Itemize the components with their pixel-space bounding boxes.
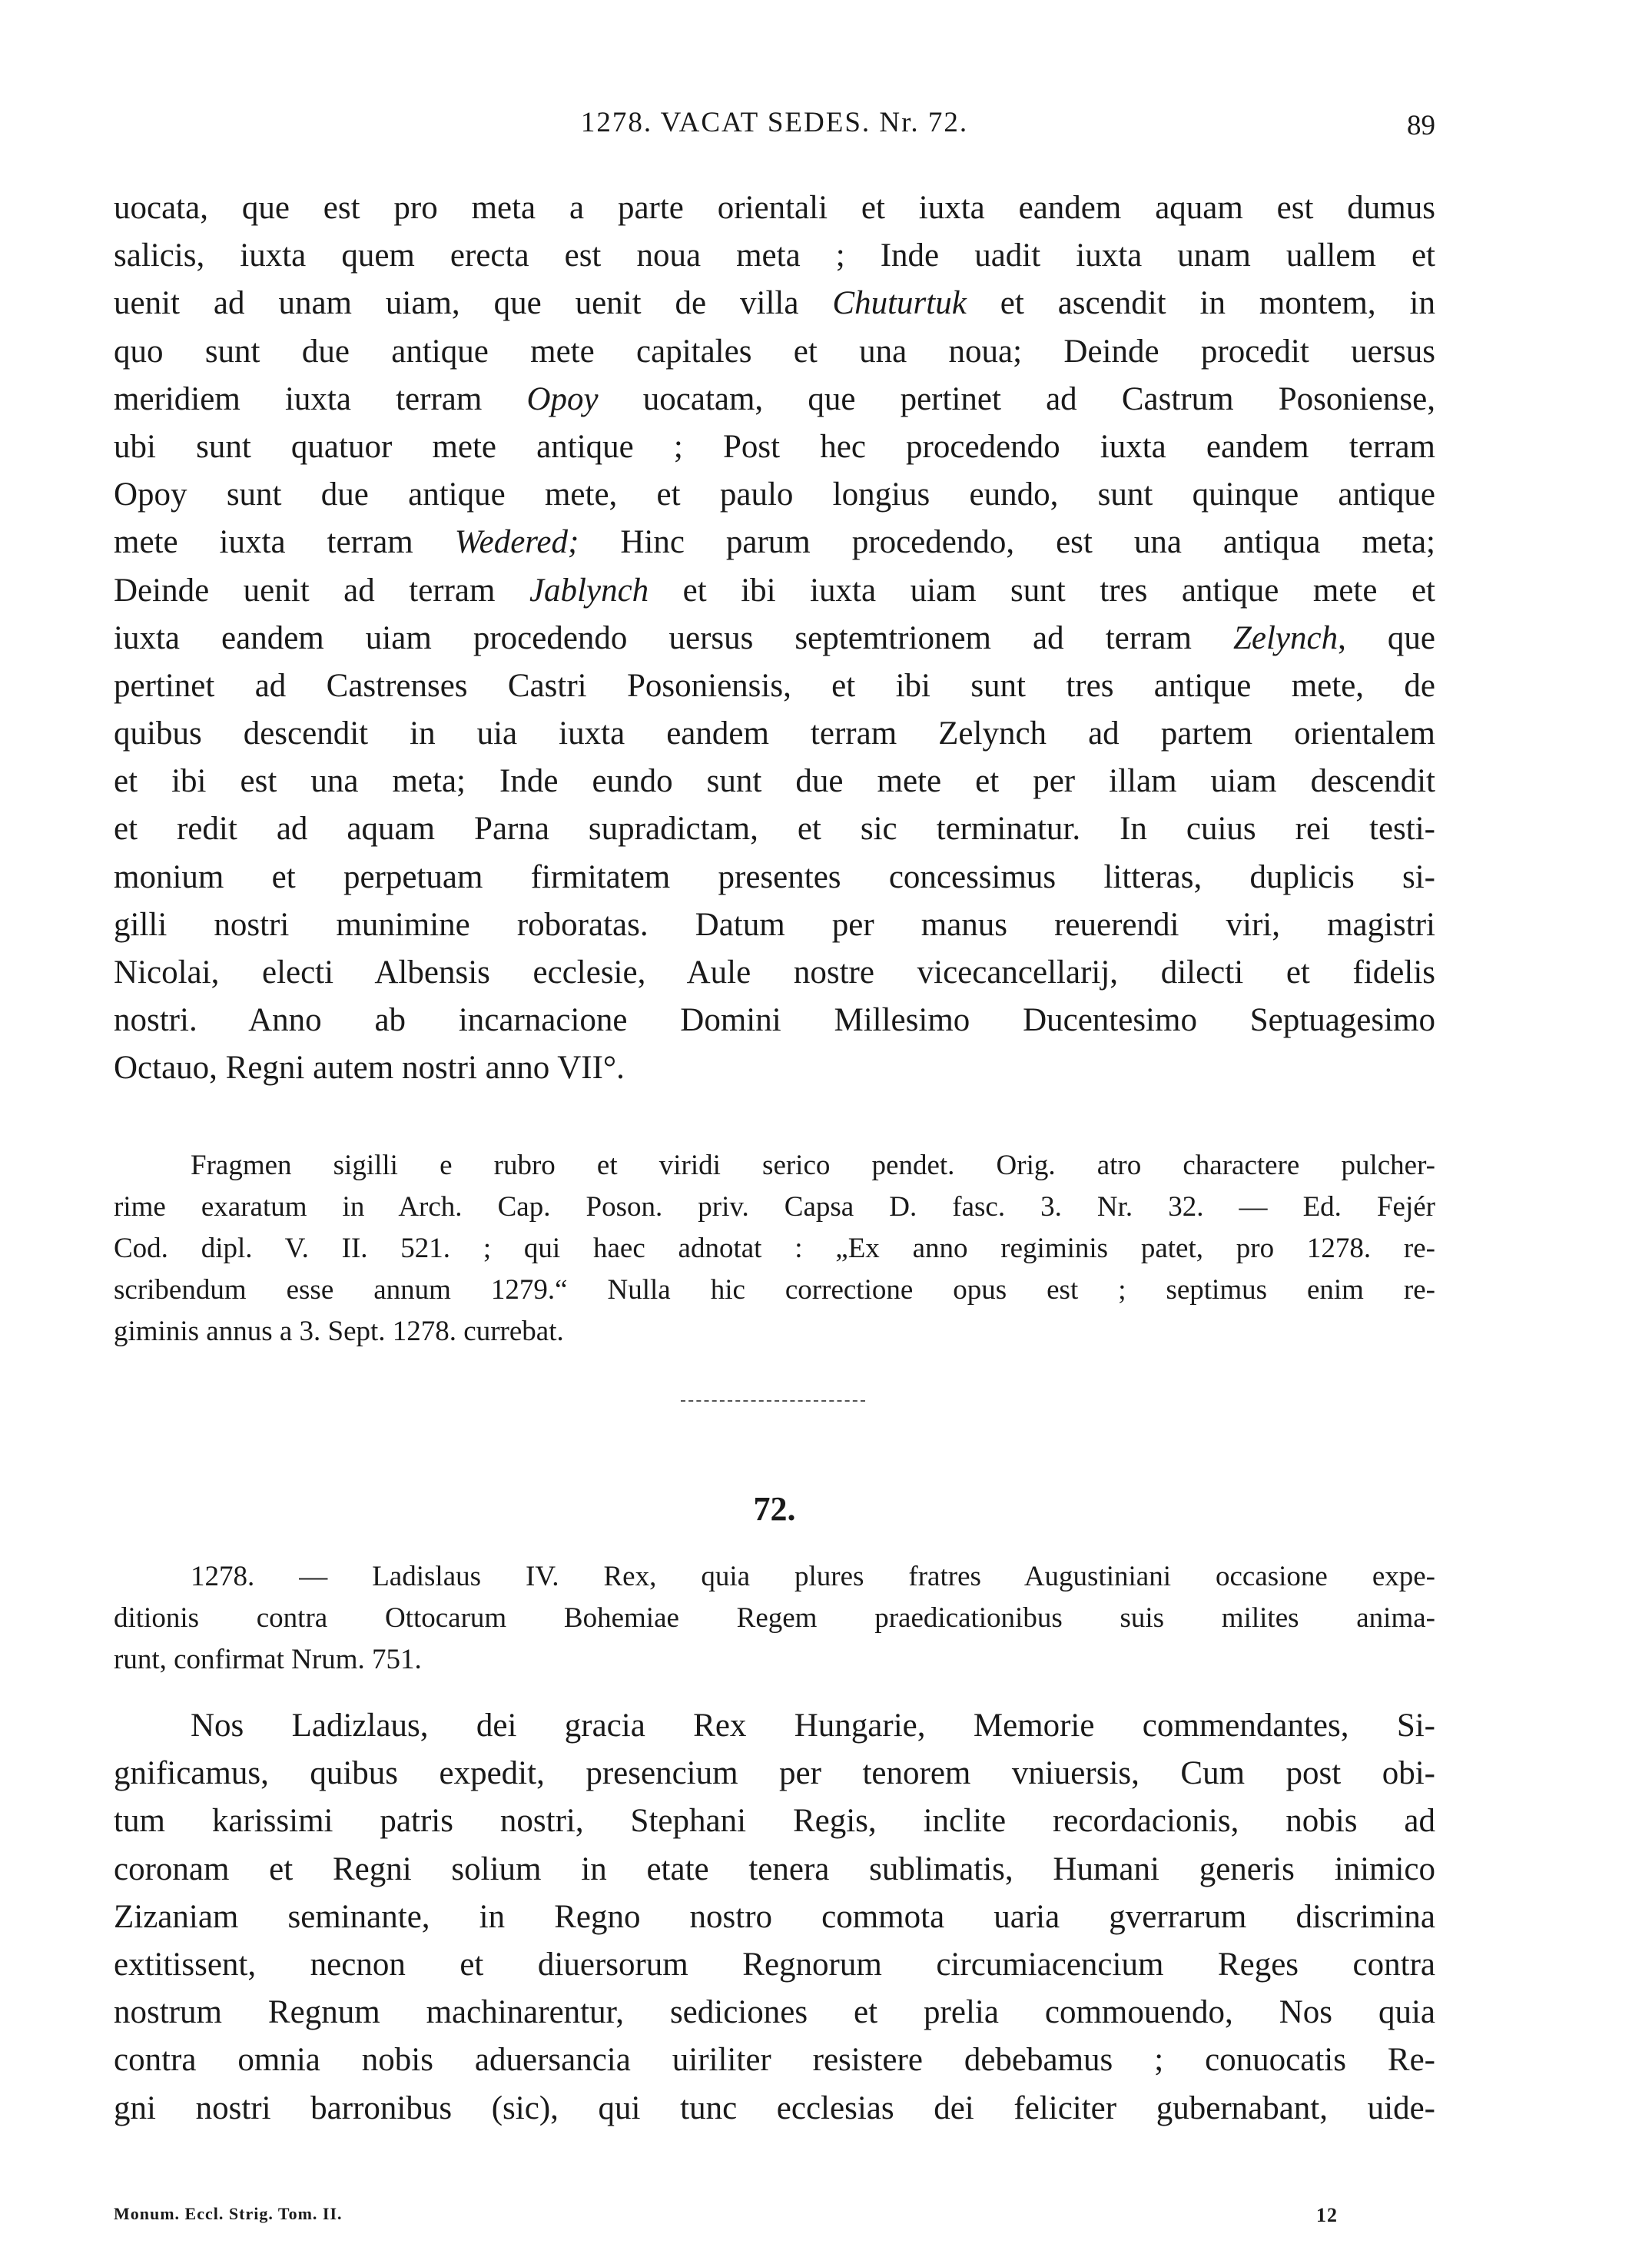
series-signature: Monum. Eccl. Strig. Tom. II.: [114, 2204, 343, 2223]
text-line: pertinet ad Castrenses Castri Posoniensis, et ibi sunt tres antique mete, de: [114, 667, 1435, 704]
editorial-note: [114, 1145, 1435, 1353]
text-line: ubi sunt quatuor mete antique ; Post hec procedendo iuxta eandem terram: [114, 428, 1435, 465]
text-line: Nicolai, electi Albensis ecclesie, Aule nostre vicecancellarij, dilecti et fidelis: [114, 954, 1435, 991]
document-number: 72.: [753, 1490, 796, 1528]
regest-line: runt, confirmat Nrum. 751.: [114, 1644, 422, 1675]
text-line: contra omnia nobis aduersancia uiriliter resistere debebamus ; conuocatis Re-: [114, 2042, 1435, 2079]
text-line: Zizaniam seminante, in Regno nostro commota uaria gverrarum discrimina: [114, 1898, 1435, 1935]
text-line: et ibi est una meta; Inde eundo sunt due mete et per illam uiam descendit: [114, 763, 1435, 800]
text-line: Nos Ladizlaus, dei gracia Rex Hungarie, Memorie commendantes, Si-: [191, 1708, 1435, 1744]
text-line: quo sunt due antique mete capitales et una noua; Deinde procedit uersus: [114, 333, 1435, 370]
note-line: Fragmen sigilli e rubro et viridi serico pendet. Orig. atro charactere pulcher-: [191, 1150, 1435, 1181]
regest-summary: [114, 1556, 1435, 1681]
running-title: 1278. VACAT SEDES. Nr. 72.: [580, 107, 969, 138]
page-footer: [114, 2204, 1435, 2235]
charter-text-continuation: [114, 184, 1435, 1093]
text-line: uocata, que est pro meta a parte orientali et iuxta eandem aquam est dumus: [114, 190, 1435, 226]
text-line: quibus descendit in uia iuxta eandem terram Zelynch ad partem orientalem: [114, 715, 1435, 752]
text-line: monium et perpetuam firmitatem presentes concessimus litteras, duplicis si-: [114, 858, 1435, 895]
text-line: gni nostri barronibus (sic), qui tunc ecclesias dei feliciter gubernabant, uide-: [114, 2089, 1435, 2126]
text-line: nostrum Regnum machinarentur, sediciones et prelia commouendo, Nos quia: [114, 1994, 1435, 2031]
text-line: iuxta eandem uiam procedendo uersus septemtrionem ad terram Zelynch, que: [114, 619, 1435, 656]
regest-line: 1278. — Ladislaus IV. Rex, quia plures fratres Augustiniani occasione expe-: [191, 1561, 1435, 1592]
text-line: Opoy sunt due antique mete, et paulo longius eundo, sunt quinque antique: [114, 476, 1435, 513]
text-line: nostri. Anno ab incarnacione Domini Millesimo Ducentesimo Septuagesimo: [114, 1002, 1435, 1039]
text-line: tum karissimi patris nostri, Stephani Regis, inclite recordacionis, nobis ad: [114, 1803, 1435, 1840]
text-line: coronam et Regni solium in etate tenera sublimatis, Humani generis inimico: [114, 1850, 1435, 1887]
document-page: [114, 0, 1435, 2267]
text-line: meridiem iuxta terram Opoy uocatam, que pertinet ad Castrum Posoniense,: [114, 380, 1435, 417]
text-line: gnificamus, quibus expedit, presencium per tenorem vniuersis, Cum post obi-: [114, 1755, 1435, 1792]
page-number: 89: [1407, 110, 1435, 141]
text-line: Octauo, Regni autem nostri anno VII°.: [114, 1050, 625, 1087]
note-line: rime exaratum in Arch. Cap. Poson. priv. Capsa D. fasc. 3. Nr. 32. — Ed. Fejér: [114, 1191, 1435, 1223]
text-line: gilli nostri munimine roboratas. Datum per manus reuerendi viri, magistri: [114, 906, 1435, 943]
text-line: mete iuxta terram Wedered; Hinc parum procedendo, est una antiqua meta;: [114, 524, 1435, 561]
regest-line: ditionis contra Ottocarum Bohemiae Regem praedicationibus suis milites anima-: [114, 1602, 1435, 1634]
sheet-number: 12: [1316, 2204, 1338, 2226]
text-line: salicis, iuxta quem erecta est noua meta ; Inde uadit iuxta unam uallem et: [114, 237, 1435, 274]
text-line: uenit ad unam uiam, que uenit de villa Chuturtuk et ascendit in montem, in: [114, 285, 1435, 322]
text-line: et redit ad aquam Parna supradictam, et sic terminatur. In cuius rei testi-: [114, 811, 1435, 848]
section-divider: [681, 1400, 865, 1402]
text-line: extitissent, necnon et diuersorum Regnorum circumiacencium Reges contra: [114, 1946, 1435, 1983]
note-line: scribendum esse annum 1279.“ Nulla hic correctione opus est ; septimus enim re-: [114, 1274, 1435, 1306]
text-line: Deinde uenit ad terram Jablynch et ibi iuxta uiam sunt tres antique mete et: [114, 572, 1435, 609]
page-header: [114, 106, 1435, 152]
note-line: Cod. dipl. V. II. 521. ; qui haec adnotat : „Ex anno regiminis patet, pro 1278. re-: [114, 1233, 1435, 1264]
note-line: giminis annus a 3. Sept. 1278. currebat.: [114, 1316, 564, 1347]
charter-text: [114, 1702, 1435, 2133]
